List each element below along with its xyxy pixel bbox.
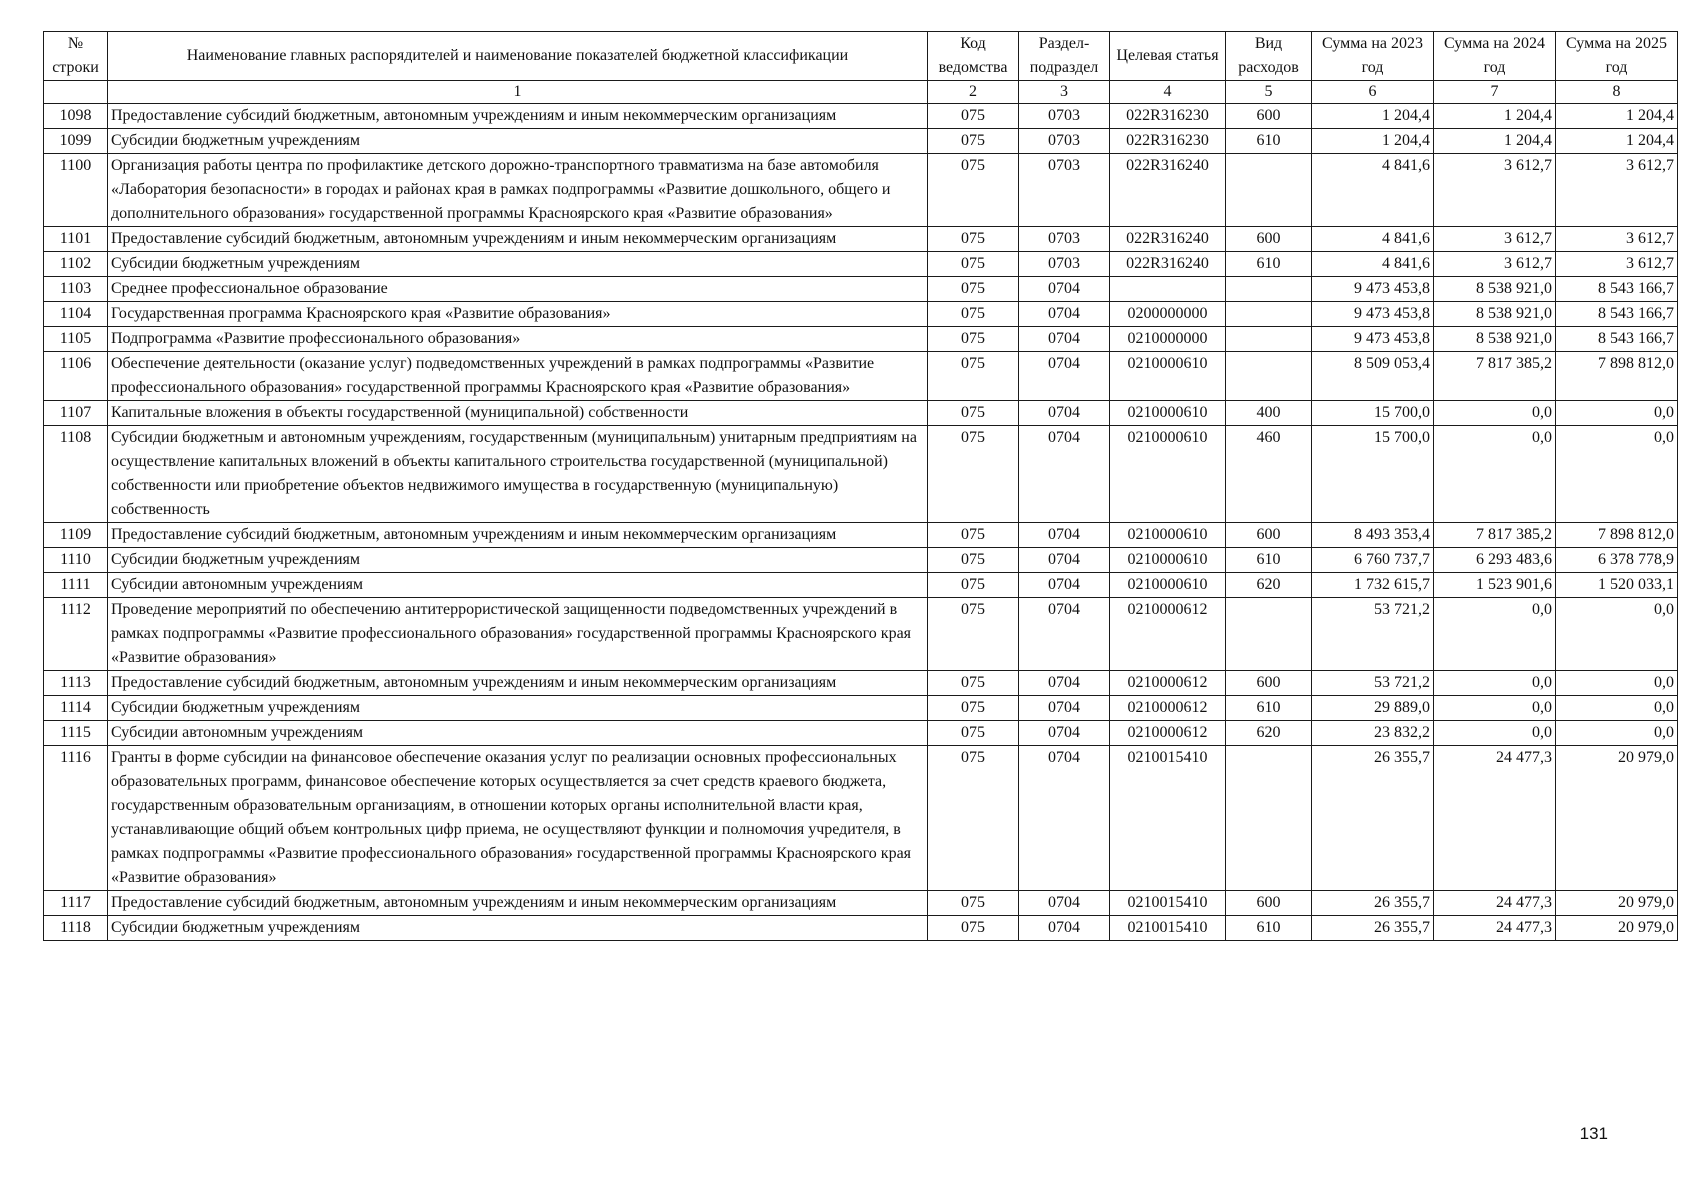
amount-2025-cell: 3 612,7 [1556,154,1678,227]
row-number-cell: 1111 [44,573,108,598]
amount-2023-cell: 1 204,4 [1312,129,1434,154]
target-article-cell: 0210015410 [1110,916,1226,941]
column-number: 3 [1019,81,1110,104]
table-row [44,523,1678,548]
column-number: 4 [1110,81,1226,104]
name-cell: Субсидии бюджетным учреждениям [108,129,928,154]
header-amount-2025: Сумма на 2025 год [1556,32,1678,81]
section-cell: 0704 [1019,671,1110,696]
department-code-cell: 075 [928,104,1019,129]
header-name: Наименование главных распорядителей и наименование показателей бюджетной классификации [108,32,928,81]
amount-2023-cell: 6 760 737,7 [1312,548,1434,573]
amount-2025-cell: 6 378 778,9 [1556,548,1678,573]
section-cell: 0704 [1019,721,1110,746]
expense-type-cell [1226,302,1312,327]
amount-2023-cell: 1 732 615,7 [1312,573,1434,598]
name-cell: Гранты в форме субсидии на финансовое обеспечение оказания услуг по реализации основных профессиональных образовательных программ, финансовое обеспечение которых осуществляется за счет средств краевого бюджета, государственным образовательным организациям, в отношении которых органы исполнительной власти края, устанавливающие общий объем контрольных цифр приема, не осуществляют функции и полномочия учредителя, в рамках подпрограммы «Развитие профессионального образования» государственной программы Красноярского края «Развитие образования» [108,746,928,891]
amount-2025-cell: 1 204,4 [1556,129,1678,154]
section-cell: 0703 [1019,129,1110,154]
expense-type-cell [1226,327,1312,352]
amount-2025-cell: 0,0 [1556,696,1678,721]
column-number: 7 [1434,81,1556,104]
amount-2025-cell: 0,0 [1556,598,1678,671]
amount-2023-cell: 1 204,4 [1312,104,1434,129]
amount-2024-cell: 8 538 921,0 [1434,277,1556,302]
name-cell: Предоставление субсидий бюджетным, автономным учреждениям и иным некоммерческим организациям [108,891,928,916]
section-cell: 0704 [1019,302,1110,327]
name-cell: Субсидии бюджетным учреждениям [108,252,928,277]
department-code-cell: 075 [928,916,1019,941]
amount-2024-cell: 1 523 901,6 [1434,573,1556,598]
expense-type-cell: 600 [1226,891,1312,916]
expense-type-cell: 600 [1226,671,1312,696]
row-number-cell: 1104 [44,302,108,327]
section-cell: 0704 [1019,746,1110,891]
expense-type-cell: 610 [1226,916,1312,941]
target-article-cell: 0210000612 [1110,671,1226,696]
amount-2025-cell: 3 612,7 [1556,227,1678,252]
target-article-cell: 0210000610 [1110,548,1226,573]
section-cell: 0704 [1019,696,1110,721]
department-code-cell: 075 [928,327,1019,352]
amount-2025-cell: 20 979,0 [1556,891,1678,916]
row-number-cell: 1100 [44,154,108,227]
name-cell: Субсидии автономным учреждениям [108,573,928,598]
amount-2025-cell: 0,0 [1556,671,1678,696]
name-cell: Обеспечение деятельности (оказание услуг) подведомственных учреждений в рамках подпрограммы «Развитие профессионального образования» государственной программы Красноярского края «Развитие образования» [108,352,928,401]
amount-2023-cell: 53 721,2 [1312,671,1434,696]
target-article-cell: 0210000610 [1110,573,1226,598]
header-amount-2023: Сумма на 2023 год [1312,32,1434,81]
expense-type-cell: 620 [1226,721,1312,746]
table-row [44,104,1678,129]
table-row [44,598,1678,671]
name-cell: Предоставление субсидий бюджетным, автономным учреждениям и иным некоммерческим организациям [108,104,928,129]
section-cell: 0704 [1019,327,1110,352]
expense-type-cell: 460 [1226,426,1312,523]
name-cell: Капитальные вложения в объекты государственной (муниципальной) собственности [108,401,928,426]
amount-2023-cell: 15 700,0 [1312,401,1434,426]
amount-2025-cell: 0,0 [1556,401,1678,426]
table-row [44,573,1678,598]
department-code-cell: 075 [928,154,1019,227]
name-cell: Предоставление субсидий бюджетным, автономным учреждениям и иным некоммерческим организациям [108,671,928,696]
column-number: 2 [928,81,1019,104]
amount-2025-cell: 7 898 812,0 [1556,352,1678,401]
amount-2025-cell: 8 543 166,7 [1556,277,1678,302]
amount-2025-cell: 20 979,0 [1556,746,1678,891]
table-row [44,696,1678,721]
table-row [44,277,1678,302]
header-target-article: Целевая статья [1110,32,1226,81]
name-cell: Предоставление субсидий бюджетным, автономным учреждениям и иным некоммерческим организациям [108,523,928,548]
department-code-cell: 075 [928,746,1019,891]
section-cell: 0704 [1019,352,1110,401]
expense-type-cell: 400 [1226,401,1312,426]
amount-2024-cell: 24 477,3 [1434,746,1556,891]
table-row [44,227,1678,252]
table-row [44,426,1678,523]
target-article-cell: 022R316240 [1110,227,1226,252]
row-number-cell: 1115 [44,721,108,746]
amount-2025-cell: 7 898 812,0 [1556,523,1678,548]
expense-type-cell [1226,598,1312,671]
header-amount-2024: Сумма на 2024 год [1434,32,1556,81]
column-number: 8 [1556,81,1678,104]
amount-2023-cell: 15 700,0 [1312,426,1434,523]
amount-2025-cell: 1 520 033,1 [1556,573,1678,598]
table-row [44,548,1678,573]
table-row [44,401,1678,426]
amount-2023-cell: 8 493 353,4 [1312,523,1434,548]
amount-2024-cell: 0,0 [1434,401,1556,426]
amount-2025-cell: 8 543 166,7 [1556,327,1678,352]
budget-table [43,31,1678,941]
amount-2024-cell: 3 612,7 [1434,154,1556,227]
column-number: 6 [1312,81,1434,104]
table-row [44,302,1678,327]
section-cell: 0703 [1019,252,1110,277]
amount-2023-cell: 26 355,7 [1312,746,1434,891]
header-department-code: Код ведомства [928,32,1019,81]
amount-2024-cell: 0,0 [1434,598,1556,671]
row-number-cell: 1112 [44,598,108,671]
amount-2023-cell: 4 841,6 [1312,252,1434,277]
section-cell: 0704 [1019,277,1110,302]
target-article-cell: 0210000612 [1110,721,1226,746]
header-row [44,32,1678,81]
amount-2023-cell: 9 473 453,8 [1312,327,1434,352]
target-article-cell: 0210000000 [1110,327,1226,352]
expense-type-cell [1226,352,1312,401]
amount-2023-cell: 23 832,2 [1312,721,1434,746]
target-article-cell: 0210000610 [1110,401,1226,426]
page-number: 131 [1579,1124,1608,1143]
column-number: 1 [108,81,928,104]
expense-type-cell: 610 [1226,252,1312,277]
target-article-cell: 022R316240 [1110,154,1226,227]
department-code-cell: 075 [928,696,1019,721]
row-number-cell: 1102 [44,252,108,277]
target-article-cell: 022R316230 [1110,104,1226,129]
name-cell: Субсидии бюджетным учреждениям [108,916,928,941]
amount-2023-cell: 53 721,2 [1312,598,1434,671]
amount-2024-cell: 24 477,3 [1434,916,1556,941]
amount-2025-cell: 0,0 [1556,721,1678,746]
row-number-cell: 1106 [44,352,108,401]
row-number-cell: 1114 [44,696,108,721]
amount-2024-cell: 3 612,7 [1434,252,1556,277]
section-cell: 0704 [1019,891,1110,916]
name-cell: Субсидии автономным учреждениям [108,721,928,746]
amount-2025-cell: 0,0 [1556,426,1678,523]
name-cell: Субсидии бюджетным и автономным учреждениям, государственным (муниципальным) унитарным предприятиям на осуществление капитальных вложений в объекты капитального строительства государственной (муниципальной) собственности или приобретение объектов недвижимого имущества в государственную (муниципальную) собственность [108,426,928,523]
target-article-cell: 022R316240 [1110,252,1226,277]
amount-2023-cell: 29 889,0 [1312,696,1434,721]
expense-type-cell [1226,154,1312,227]
amount-2023-cell: 8 509 053,4 [1312,352,1434,401]
target-article-cell: 0210000610 [1110,426,1226,523]
expense-type-cell: 600 [1226,523,1312,548]
department-code-cell: 075 [928,129,1019,154]
target-article-cell: 0200000000 [1110,302,1226,327]
expense-type-cell: 610 [1226,129,1312,154]
amount-2023-cell: 9 473 453,8 [1312,302,1434,327]
table-row [44,891,1678,916]
name-cell: Предоставление субсидий бюджетным, автономным учреждениям и иным некоммерческим организациям [108,227,928,252]
table-row [44,154,1678,227]
amount-2023-cell: 26 355,7 [1312,916,1434,941]
amount-2024-cell: 7 817 385,2 [1434,523,1556,548]
amount-2024-cell: 24 477,3 [1434,891,1556,916]
table-row [44,252,1678,277]
row-number-cell: 1110 [44,548,108,573]
expense-type-cell: 600 [1226,104,1312,129]
table-row [44,721,1678,746]
expense-type-cell [1226,277,1312,302]
name-cell: Субсидии бюджетным учреждениям [108,696,928,721]
amount-2023-cell: 9 473 453,8 [1312,277,1434,302]
amount-2024-cell: 8 538 921,0 [1434,302,1556,327]
section-cell: 0704 [1019,548,1110,573]
row-number-cell: 1116 [44,746,108,891]
amount-2025-cell: 20 979,0 [1556,916,1678,941]
amount-2024-cell: 0,0 [1434,696,1556,721]
department-code-cell: 075 [928,401,1019,426]
expense-type-cell [1226,746,1312,891]
table-row [44,671,1678,696]
header-expense-type: Вид расходов [1226,32,1312,81]
row-number-cell: 1113 [44,671,108,696]
column-number [44,81,108,104]
row-number-cell: 1118 [44,916,108,941]
target-article-cell: 0210015410 [1110,891,1226,916]
amount-2025-cell: 3 612,7 [1556,252,1678,277]
section-cell: 0704 [1019,573,1110,598]
department-code-cell: 075 [928,573,1019,598]
target-article-cell: 0210000610 [1110,352,1226,401]
amount-2024-cell: 7 817 385,2 [1434,352,1556,401]
department-code-cell: 075 [928,671,1019,696]
name-cell: Субсидии бюджетным учреждениям [108,548,928,573]
table-body [44,104,1678,941]
name-cell: Государственная программа Красноярского края «Развитие образования» [108,302,928,327]
row-number-cell: 1117 [44,891,108,916]
table-row [44,129,1678,154]
expense-type-cell: 600 [1226,227,1312,252]
amount-2024-cell: 3 612,7 [1434,227,1556,252]
table-row [44,352,1678,401]
department-code-cell: 075 [928,302,1019,327]
target-article-cell: 0210015410 [1110,746,1226,891]
department-code-cell: 075 [928,227,1019,252]
section-cell: 0703 [1019,104,1110,129]
target-article-cell [1110,277,1226,302]
department-code-cell: 075 [928,598,1019,671]
amount-2024-cell: 1 204,4 [1434,129,1556,154]
section-cell: 0703 [1019,227,1110,252]
department-code-cell: 075 [928,277,1019,302]
section-cell: 0704 [1019,426,1110,523]
amount-2023-cell: 4 841,6 [1312,227,1434,252]
row-number-cell: 1109 [44,523,108,548]
department-code-cell: 075 [928,721,1019,746]
amount-2024-cell: 8 538 921,0 [1434,327,1556,352]
target-article-cell: 0210000612 [1110,598,1226,671]
target-article-cell: 0210000610 [1110,523,1226,548]
header-row-number: № строки [44,32,108,81]
row-number-cell: 1098 [44,104,108,129]
department-code-cell: 075 [928,548,1019,573]
table-row [44,327,1678,352]
name-cell: Подпрограмма «Развитие профессионального образования» [108,327,928,352]
amount-2024-cell: 0,0 [1434,721,1556,746]
amount-2024-cell: 6 293 483,6 [1434,548,1556,573]
department-code-cell: 075 [928,252,1019,277]
table-row [44,746,1678,891]
row-number-cell: 1099 [44,129,108,154]
amount-2025-cell: 8 543 166,7 [1556,302,1678,327]
amount-2024-cell: 0,0 [1434,671,1556,696]
expense-type-cell: 620 [1226,573,1312,598]
section-cell: 0704 [1019,401,1110,426]
department-code-cell: 075 [928,426,1019,523]
section-cell: 0704 [1019,598,1110,671]
expense-type-cell: 610 [1226,548,1312,573]
section-cell: 0703 [1019,154,1110,227]
name-cell: Проведение мероприятий по обеспечению антитеррористической защищенности подведомственных учреждений в рамках подпрограммы «Развитие профессионального образования» государственной программы Красноярского края «Развитие образования» [108,598,928,671]
section-cell: 0704 [1019,916,1110,941]
department-code-cell: 075 [928,523,1019,548]
name-cell: Организация работы центра по профилактике детского дорожно-транспортного травматизма на базе автомобиля «Лаборатория безопасности» в городах и районах края в рамках подпрограммы «Развитие дошкольного, общего и дополнительного образования» государственной программы Красноярского края «Развитие образования» [108,154,928,227]
section-cell: 0704 [1019,523,1110,548]
amount-2023-cell: 4 841,6 [1312,154,1434,227]
header-section: Раздел-подраздел [1019,32,1110,81]
expense-type-cell: 610 [1226,696,1312,721]
row-number-cell: 1107 [44,401,108,426]
row-number-cell: 1103 [44,277,108,302]
target-article-cell: 022R316230 [1110,129,1226,154]
table-row [44,916,1678,941]
name-cell: Среднее профессиональное образование [108,277,928,302]
column-number-row [44,81,1678,104]
column-number: 5 [1226,81,1312,104]
amount-2024-cell: 0,0 [1434,426,1556,523]
amount-2024-cell: 1 204,4 [1434,104,1556,129]
row-number-cell: 1108 [44,426,108,523]
target-article-cell: 0210000612 [1110,696,1226,721]
amount-2023-cell: 26 355,7 [1312,891,1434,916]
department-code-cell: 075 [928,891,1019,916]
row-number-cell: 1101 [44,227,108,252]
row-number-cell: 1105 [44,327,108,352]
department-code-cell: 075 [928,352,1019,401]
amount-2025-cell: 1 204,4 [1556,104,1678,129]
